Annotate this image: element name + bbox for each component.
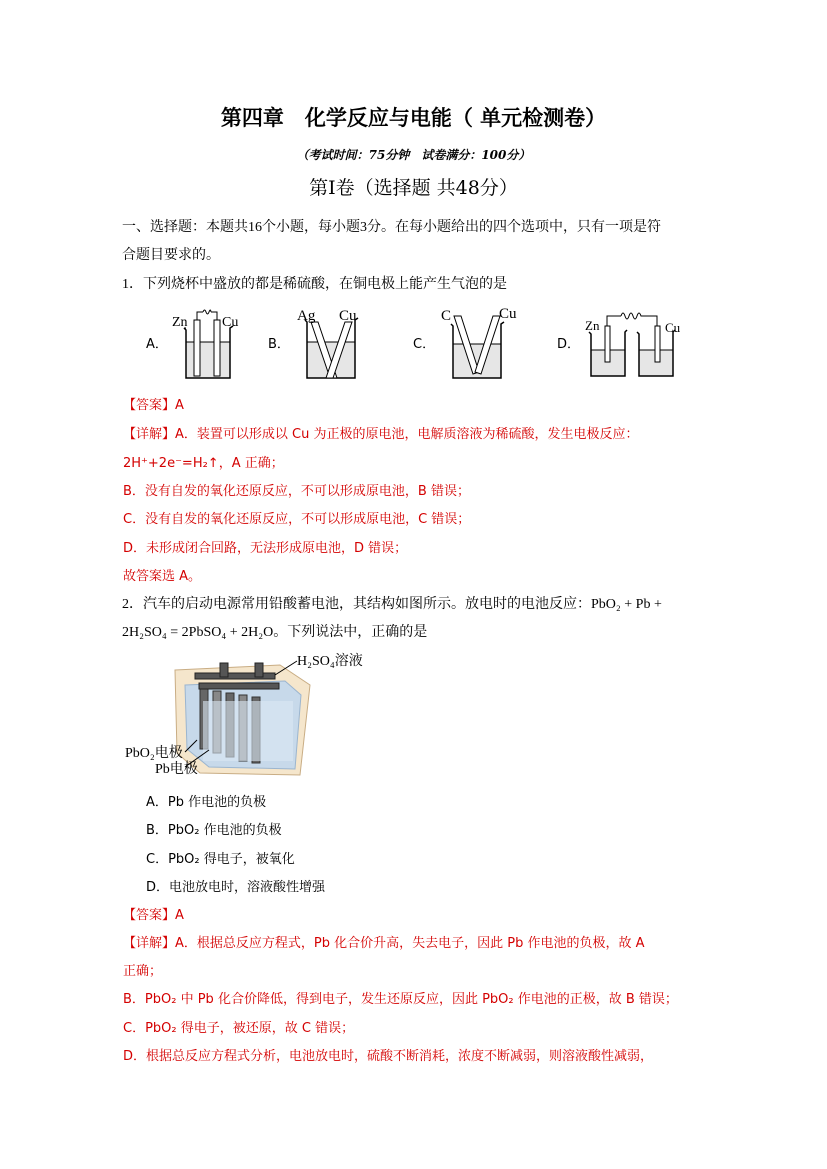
q1-explain-line: 故答案选 A。 — [123, 569, 202, 584]
intro-line-2: 合题目要求的。 — [122, 248, 220, 263]
q2-explain-line: 【详解】A．根据总反应方程式，Pb 化合价升高，失去电子，因此 Pb 作电池的负极，故 A — [123, 936, 645, 951]
beaker-a-diagram — [170, 302, 250, 382]
q2-option-d: D．电池放电时，溶液酸性增强 — [146, 880, 326, 895]
q2-stem-line-1: 2．汽车的启动电源常用铅酸蓄电池，其结构如图所示。放电时的电池反应：PbO₂ + Pb + — [122, 597, 662, 612]
a-left-electrode-label: Zn — [172, 315, 188, 330]
q2-option-a: A．Pb 作电池的负极 — [146, 795, 267, 810]
q1-explain-line: 2H⁺+2e⁻=H₂↑，A 正确； — [123, 456, 284, 471]
q1-stem: 1．下列烧杯中盛放的都是稀硫酸，在铜电极上能产生气泡的是 — [122, 277, 507, 292]
page-title: 第四章 化学反应与电能（ 单元检测卷） — [220, 105, 607, 130]
c-left-electrode-label: C — [441, 308, 452, 324]
q1-option-d-label: D． — [557, 337, 581, 352]
pb-electrode-label: Pb电极 — [155, 762, 198, 777]
intro-line-1: 一、选择题：本题共16个小题，每小题3分。在每小题给出的四个选项中，只有一项是符 — [122, 220, 661, 235]
q1-option-b-label: B． — [268, 337, 290, 352]
q2-explain-line: C．PbO₂ 得电子，被还原，故 C 错误； — [123, 1021, 355, 1036]
q2-explain-line: 正确； — [123, 964, 163, 979]
q1-explain-line: D．未形成闭合回路，无法形成原电池，D 错误； — [123, 541, 408, 556]
h2so4-label: H₂SO₄溶液 — [297, 654, 363, 669]
q2-option-b: B．PbO₂ 作电池的负极 — [146, 823, 282, 838]
a-right-electrode-label: Cu — [222, 315, 239, 330]
beaker-c-diagram — [437, 302, 527, 382]
section-heading: 第Ⅰ卷（选择题 共48分） — [309, 177, 518, 199]
d-right-electrode-label: Cu — [665, 320, 681, 335]
q2-option-c: C．PbO₂ 得电子，被氧化 — [146, 852, 295, 867]
q2-explain-line: D．根据总反应方程式分析，电池放电时，硫酸不断消耗，浓度不断减弱，则溶液酸性减弱， — [123, 1049, 654, 1064]
q1-explain-line: B．没有自发的氧化还原反应，不可以形成原电池，B 错误； — [123, 484, 470, 499]
beaker-b-diagram — [293, 302, 373, 382]
q2-explain-line: B．PbO₂ 中 Pb 化合价降低，得到电子，发生还原反应，因此 PbO₂ 作电池的正极，故 B 错误； — [123, 992, 678, 1007]
q1-option-a-label: A． — [146, 337, 168, 352]
q2-answer: 【答案】A — [123, 908, 184, 923]
c-right-electrode-label: Cu — [499, 306, 517, 322]
q1-option-c-label: C． — [413, 337, 436, 352]
q2-stem-line-2: 2H₂SO₄ = 2PbSO₄ + 2H₂O。下列说法中，正确的是 — [122, 625, 428, 640]
q1-explain-line: C．没有自发的氧化还原反应，不可以形成原电池，C 错误； — [123, 512, 471, 527]
pbo2-electrode-label: PbO₂电极 — [125, 746, 183, 761]
q1-answer: 【答案】A — [123, 398, 184, 413]
b-right-electrode-label: Cu — [339, 308, 357, 324]
lead-acid-battery-diagram — [125, 645, 385, 780]
exam-info: （考试时间：75分钟 试卷满分：100分） — [296, 148, 531, 162]
d-left-electrode-label: Zn — [585, 318, 600, 333]
b-left-electrode-label: Ag — [297, 308, 316, 324]
beaker-d-diagram — [581, 302, 691, 382]
q1-explain-line: 【详解】A．装置可以形成以 Cu 为正极的原电池，电解质溶液为稀硫酸，发生电极反应： — [123, 427, 639, 442]
